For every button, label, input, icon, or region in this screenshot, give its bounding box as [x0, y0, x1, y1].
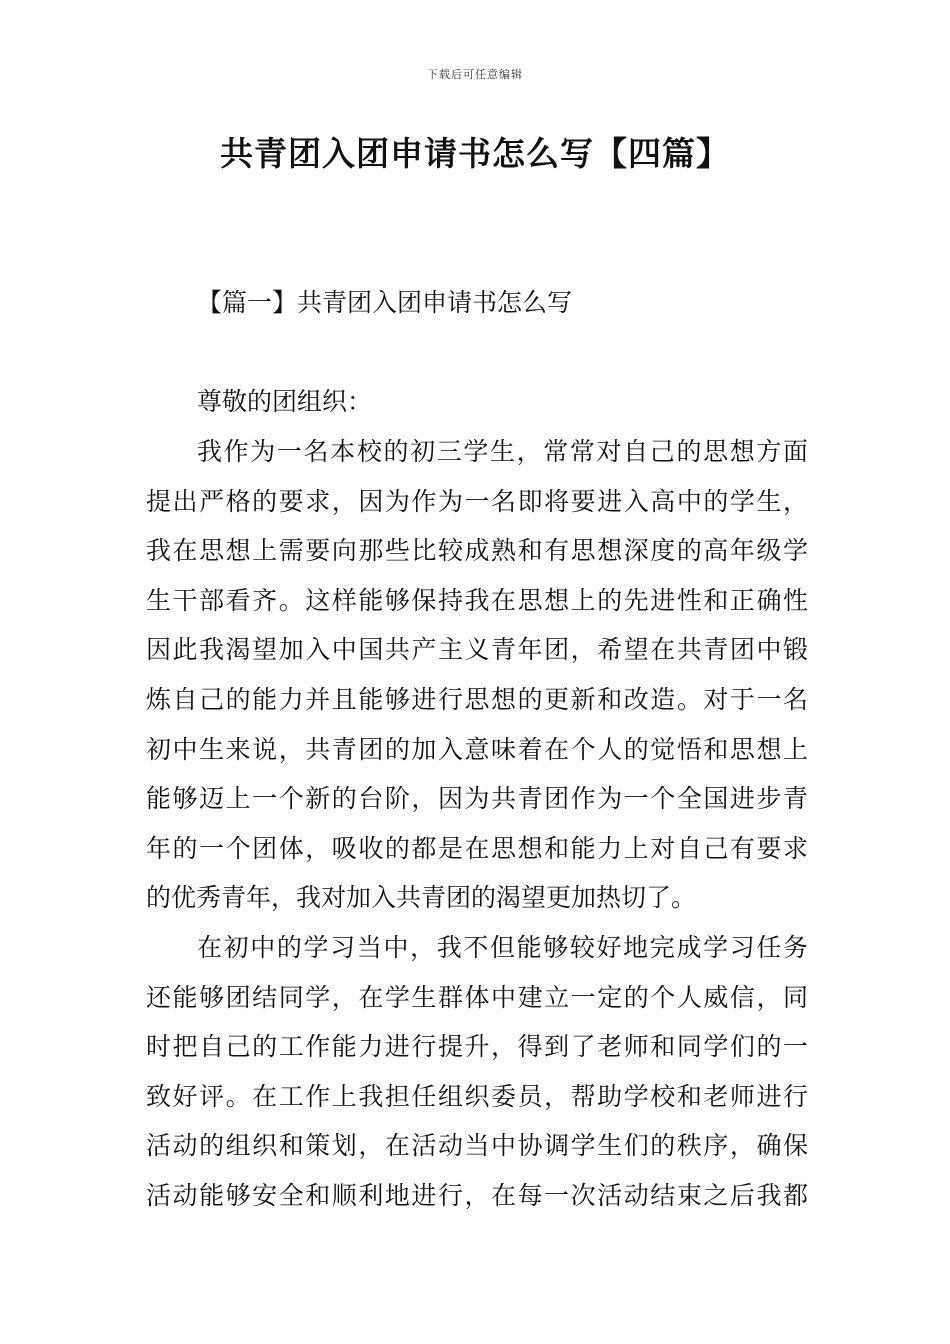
paragraph-line: 我作为一名本校的初三学生，常常对自己的思想方面	[197, 437, 808, 466]
section-heading: 【篇一】共青团入团申请书怎么写	[197, 288, 573, 317]
header-note: 下载后可任意编辑	[427, 68, 523, 81]
paragraph-line: 还能够团结同学，在学生群体中建立一定的个人威信，同	[146, 982, 808, 1012]
paragraph-line: 初中生来说，共青团的加入意味着在个人的觉悟和思想上	[146, 734, 808, 764]
paragraph-line: 提出严格的要求，因为作为一名即将要进入高中的学生，	[146, 486, 808, 516]
paragraph-line: 我在思想上需要向那些比较成熟和有思想深度的高年级学	[146, 536, 808, 566]
paragraph-line: 在初中的学习当中，我不但能够较好地完成学习任务	[197, 932, 808, 962]
document-title: 共青团入团申请书怎么写【四篇】	[220, 134, 730, 173]
paragraph-line: 因此我渴望加入中国共产主义青年团，希望在共青团中锻	[146, 635, 808, 665]
paragraph-1	[146, 427, 808, 923]
salutation: 尊敬的团组织：	[197, 387, 373, 416]
paragraph-line: 能够迈上一个新的台阶，因为共青团作为一个全国进步青	[146, 784, 808, 814]
paragraph-line: 生干部看齐。这样能够保持我在思想上的先进性和正确性	[146, 585, 808, 615]
paragraph-line: 活动的组织和策划，在活动当中协调学生们的秩序，确保	[146, 1131, 808, 1161]
paragraph-line: 的优秀青年，我对加入共青团的渴望更加热切了。	[146, 883, 697, 913]
paragraph-line: 年的一个团体，吸收的都是在思想和能力上对自己有要求	[146, 833, 808, 863]
paragraph-line: 时把自己的工作能力进行提升，得到了老师和同学们的一	[146, 1032, 808, 1062]
paragraph-line: 活动能够安全和顺利地进行，在每一次活动结束之后我都	[146, 1180, 808, 1210]
body-text	[146, 427, 808, 1221]
paragraph-line: 致好评。在工作上我担任组织委员，帮助学校和老师进行	[146, 1081, 808, 1111]
paragraph-2	[146, 923, 808, 1221]
paragraph-line: 炼自己的能力并且能够进行思想的更新和改造。对于一名	[146, 684, 808, 714]
